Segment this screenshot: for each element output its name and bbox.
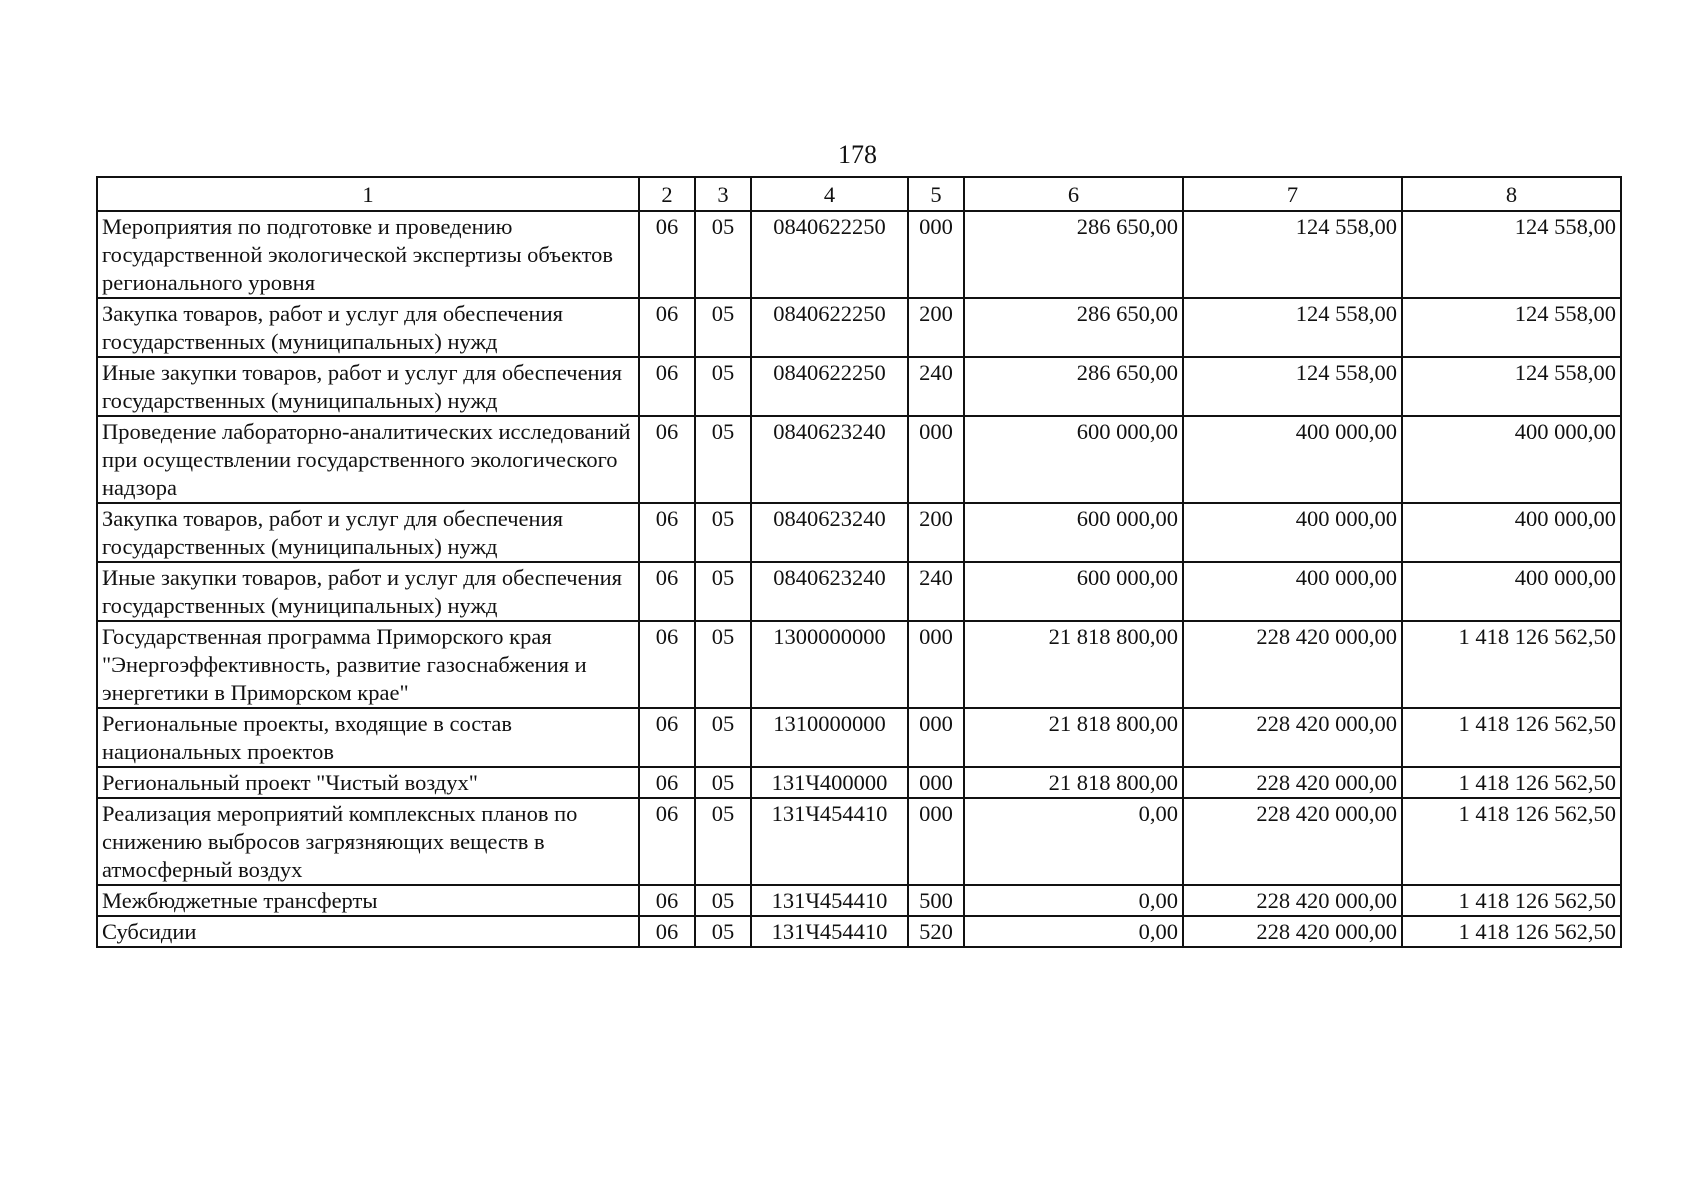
target-article-code: 131Ч400000 [751, 767, 908, 798]
expense-type-code: 240 [908, 357, 964, 416]
amount-col7: 400 000,00 [1183, 503, 1402, 562]
section-code: 06 [639, 885, 695, 916]
amount-col7: 400 000,00 [1183, 416, 1402, 503]
amount-col6: 0,00 [964, 798, 1183, 885]
expense-type-code: 000 [908, 621, 964, 708]
amount-col7: 228 420 000,00 [1183, 916, 1402, 947]
amount-col8: 1 418 126 562,50 [1402, 798, 1621, 885]
expense-type-code: 500 [908, 885, 964, 916]
target-article-code: 0840623240 [751, 503, 908, 562]
expense-type-code: 000 [908, 416, 964, 503]
amount-col6: 21 818 800,00 [964, 767, 1183, 798]
amount-col8: 124 558,00 [1402, 298, 1621, 357]
expense-type-code: 000 [908, 708, 964, 767]
column-header: 4 [751, 177, 908, 211]
target-article-code: 0840622250 [751, 211, 908, 298]
amount-col8: 1 418 126 562,50 [1402, 916, 1621, 947]
amount-col6: 0,00 [964, 916, 1183, 947]
amount-col6: 286 650,00 [964, 357, 1183, 416]
amount-col7: 400 000,00 [1183, 562, 1402, 621]
amount-col8: 1 418 126 562,50 [1402, 885, 1621, 916]
table-row [97, 357, 1621, 416]
column-header: 5 [908, 177, 964, 211]
subsection-code: 05 [695, 416, 751, 503]
amount-col7: 228 420 000,00 [1183, 621, 1402, 708]
amount-col8: 400 000,00 [1402, 416, 1621, 503]
table-row [97, 708, 1621, 767]
row-name: Иные закупки товаров, работ и услуг для обеспечения государственных (муниципальных) нужд [97, 562, 639, 621]
section-code: 06 [639, 298, 695, 357]
section-code: 06 [639, 562, 695, 621]
expense-type-code: 000 [908, 767, 964, 798]
row-name: Реализация мероприятий комплексных планов по снижению выбросов загрязняющих веществ в атмосферный воздух [97, 798, 639, 885]
amount-col6: 0,00 [964, 885, 1183, 916]
amount-col7: 124 558,00 [1183, 357, 1402, 416]
amount-col7: 228 420 000,00 [1183, 708, 1402, 767]
target-article-code: 131Ч454410 [751, 798, 908, 885]
table-row [97, 885, 1621, 916]
amount-col7: 228 420 000,00 [1183, 885, 1402, 916]
table-row [97, 767, 1621, 798]
amount-col6: 21 818 800,00 [964, 708, 1183, 767]
target-article-code: 0840622250 [751, 298, 908, 357]
expense-type-code: 240 [908, 562, 964, 621]
target-article-code: 131Ч454410 [751, 885, 908, 916]
row-name: Межбюджетные трансферты [97, 885, 639, 916]
subsection-code: 05 [695, 708, 751, 767]
section-code: 06 [639, 503, 695, 562]
amount-col8: 1 418 126 562,50 [1402, 708, 1621, 767]
subsection-code: 05 [695, 357, 751, 416]
section-code: 06 [639, 708, 695, 767]
column-header: 1 [97, 177, 639, 211]
section-code: 06 [639, 621, 695, 708]
column-header: 3 [695, 177, 751, 211]
section-code: 06 [639, 916, 695, 947]
table-row [97, 211, 1621, 298]
table-row [97, 416, 1621, 503]
page-number: 178 [838, 140, 877, 169]
amount-col8: 400 000,00 [1402, 503, 1621, 562]
table-body [97, 211, 1621, 947]
row-name: Мероприятия по подготовке и проведению государственной экологической экспертизы объектов регионального уровня [97, 211, 639, 298]
target-article-code: 1300000000 [751, 621, 908, 708]
table-row [97, 562, 1621, 621]
row-name: Иные закупки товаров, работ и услуг для обеспечения государственных (муниципальных) нужд [97, 357, 639, 416]
amount-col7: 228 420 000,00 [1183, 798, 1402, 885]
header-row [97, 177, 1621, 211]
target-article-code: 0840622250 [751, 357, 908, 416]
subsection-code: 05 [695, 503, 751, 562]
expense-type-code: 000 [908, 798, 964, 885]
section-code: 06 [639, 416, 695, 503]
amount-col6: 21 818 800,00 [964, 621, 1183, 708]
row-name: Региональные проекты, входящие в состав национальных проектов [97, 708, 639, 767]
row-name: Закупка товаров, работ и услуг для обеспечения государственных (муниципальных) нужд [97, 298, 639, 357]
expense-type-code: 200 [908, 503, 964, 562]
subsection-code: 05 [695, 562, 751, 621]
section-code: 06 [639, 767, 695, 798]
row-name: Субсидии [97, 916, 639, 947]
subsection-code: 05 [695, 621, 751, 708]
subsection-code: 05 [695, 211, 751, 298]
expense-type-code: 000 [908, 211, 964, 298]
amount-col7: 124 558,00 [1183, 211, 1402, 298]
amount-col7: 124 558,00 [1183, 298, 1402, 357]
budget-table [96, 176, 1622, 948]
amount-col8: 124 558,00 [1402, 211, 1621, 298]
table-row [97, 798, 1621, 885]
subsection-code: 05 [695, 885, 751, 916]
amount-col8: 400 000,00 [1402, 562, 1621, 621]
amount-col6: 600 000,00 [964, 562, 1183, 621]
expense-type-code: 520 [908, 916, 964, 947]
target-article-code: 131Ч454410 [751, 916, 908, 947]
amount-col6: 600 000,00 [964, 416, 1183, 503]
amount-col8: 1 418 126 562,50 [1402, 767, 1621, 798]
table-row [97, 621, 1621, 708]
column-header: 8 [1402, 177, 1621, 211]
amount-col8: 124 558,00 [1402, 357, 1621, 416]
expense-type-code: 200 [908, 298, 964, 357]
table-row [97, 503, 1621, 562]
amount-col6: 286 650,00 [964, 298, 1183, 357]
column-header: 6 [964, 177, 1183, 211]
section-code: 06 [639, 798, 695, 885]
column-header: 2 [639, 177, 695, 211]
row-name: Региональный проект "Чистый воздух" [97, 767, 639, 798]
subsection-code: 05 [695, 767, 751, 798]
target-article-code: 0840623240 [751, 562, 908, 621]
amount-col6: 600 000,00 [964, 503, 1183, 562]
column-header: 7 [1183, 177, 1402, 211]
row-name: Проведение лабораторно-аналитических исследований при осуществлении государственного экологического надзора [97, 416, 639, 503]
section-code: 06 [639, 357, 695, 416]
subsection-code: 05 [695, 916, 751, 947]
amount-col7: 228 420 000,00 [1183, 767, 1402, 798]
table-row [97, 916, 1621, 947]
subsection-code: 05 [695, 798, 751, 885]
section-code: 06 [639, 211, 695, 298]
table-row [97, 298, 1621, 357]
amount-col6: 286 650,00 [964, 211, 1183, 298]
target-article-code: 0840623240 [751, 416, 908, 503]
amount-col8: 1 418 126 562,50 [1402, 621, 1621, 708]
row-name: Государственная программа Приморского края "Энергоэффективность, развитие газоснабжения и энергетики в Приморском крае" [97, 621, 639, 708]
row-name: Закупка товаров, работ и услуг для обеспечения государственных (муниципальных) нужд [97, 503, 639, 562]
subsection-code: 05 [695, 298, 751, 357]
target-article-code: 1310000000 [751, 708, 908, 767]
